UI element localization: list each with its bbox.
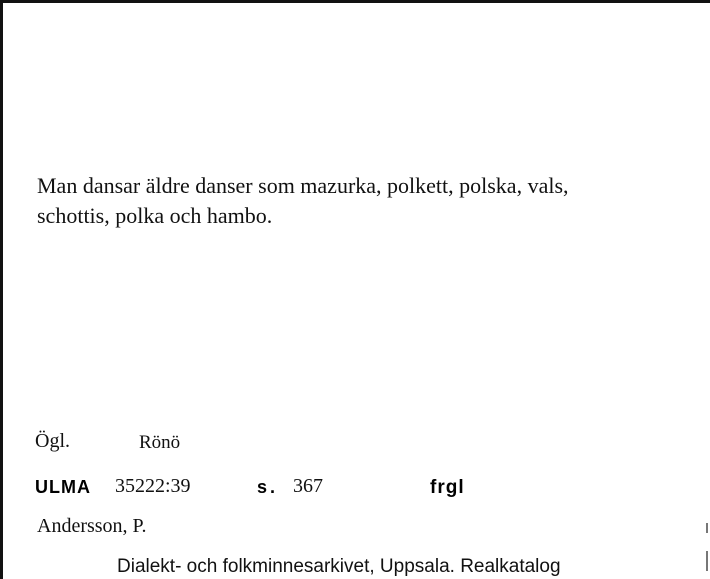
edge-mark (706, 551, 708, 571)
type-code: frgl (430, 477, 465, 498)
parish-label: Rönö (139, 432, 181, 453)
landscape-label: Ögl. (35, 430, 70, 452)
archive-footer: Dialekt- och folkminnesarkivet, Uppsala. Realkatalog (117, 556, 561, 577)
page-number: 367 (293, 475, 323, 497)
body-line-1: Man dansar äldre danser som mazurka, polkett, polska, vals, (37, 173, 569, 198)
informant-name: Andersson, P. (37, 515, 147, 537)
body-line-2: schottis, polka och hambo. (37, 203, 273, 228)
page-label: s. (257, 477, 279, 497)
archive-label: ULMA (35, 477, 91, 497)
archive-number: 35222:39 (115, 475, 191, 497)
edge-mark (706, 523, 708, 533)
card-body-text (37, 171, 687, 231)
